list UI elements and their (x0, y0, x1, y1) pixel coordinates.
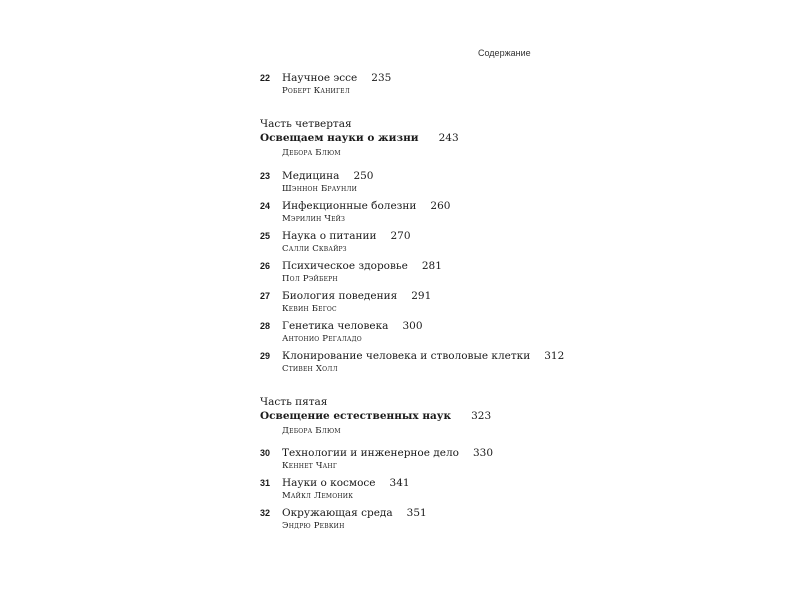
chapter-author: Салли Сквайрз (282, 244, 347, 254)
part-label: Часть четвертая (260, 118, 352, 130)
part-author: Дебора Блюм (282, 148, 341, 158)
chapter-author: Стивен Холл (282, 364, 338, 374)
chapter-author: Шэннон Браунли (282, 184, 358, 194)
chapter-title-line (282, 447, 493, 459)
chapter-number: 26 (260, 261, 271, 271)
page-number: 330 (472, 447, 494, 459)
chapter-title-line (282, 477, 410, 489)
chapter-title-line (282, 170, 373, 182)
chapter-title-line (282, 320, 423, 332)
page-number: 351 (406, 507, 427, 519)
chapter-title: Окружающая среда (282, 507, 393, 519)
chapter-title-line (282, 350, 564, 362)
page-number: 260 (430, 200, 451, 212)
chapter-title: Психическое здоровье (282, 260, 408, 272)
chapter-author: Антонио Регаладо (282, 334, 362, 344)
chapter-author: Пол Рэйберн (282, 274, 338, 284)
part-title-line (260, 132, 459, 144)
chapter-title-line (282, 507, 427, 519)
chapter-title: Клонирование человека и стволовые клетки (282, 350, 531, 362)
page-number: 312 (544, 350, 565, 362)
part-title: Освещаем науки о жизни (260, 132, 419, 144)
chapter-number: 24 (260, 201, 271, 211)
part-author: Дебора Блюм (282, 426, 341, 436)
chapter-title: Генетика человека (282, 320, 389, 332)
running-head: Содержание (478, 48, 531, 58)
chapter-number: 30 (260, 448, 271, 458)
chapter-title: Инфекционные болезни (282, 200, 417, 212)
chapter-author: Кевин Бегос (282, 304, 337, 314)
chapter-title: Технологии и инженерное дело (282, 447, 459, 459)
chapter-number: 32 (260, 508, 271, 518)
chapter-number: 31 (260, 478, 271, 488)
page-number: 243 (438, 132, 459, 144)
chapter-title: Наука о питании (282, 230, 377, 242)
chapter-number: 27 (260, 291, 271, 301)
chapter-title-line (282, 72, 391, 84)
chapter-author: Роберт Канигел (282, 86, 350, 96)
chapter-number: 23 (260, 171, 271, 181)
chapter-author: Мэрилин Чейз (282, 214, 346, 224)
chapter-number: 28 (260, 321, 271, 331)
chapter-title: Медицина (282, 170, 340, 182)
page-number: 291 (411, 290, 432, 302)
part-label: Часть пятая (260, 396, 328, 408)
chapter-number: 29 (260, 351, 271, 361)
chapter-author: Кеннет Чанг (282, 461, 338, 471)
page-number: 323 (471, 410, 492, 422)
page-number: 235 (371, 72, 392, 84)
page-number: 341 (389, 477, 410, 489)
part-title: Освещение естественных наук (260, 410, 452, 422)
chapter-author: Майкл Лемоник (282, 491, 354, 501)
chapter-title-line (282, 230, 411, 242)
chapter-author: Эндрю Ревкин (282, 521, 345, 531)
page-number: 281 (421, 260, 442, 272)
part-title-line (260, 410, 491, 422)
chapter-title: Научное эссе (282, 72, 358, 84)
page-number: 250 (353, 170, 374, 182)
page-number: 300 (402, 320, 423, 332)
chapter-title: Науки о космосе (282, 477, 376, 489)
page-number: 270 (390, 230, 411, 242)
chapter-title-line (282, 260, 442, 272)
chapter-title-line (282, 290, 431, 302)
chapter-number: 25 (260, 231, 271, 241)
chapter-title-line (282, 200, 450, 212)
chapter-number: 22 (260, 73, 271, 83)
chapter-title: Биология поведения (282, 290, 398, 302)
